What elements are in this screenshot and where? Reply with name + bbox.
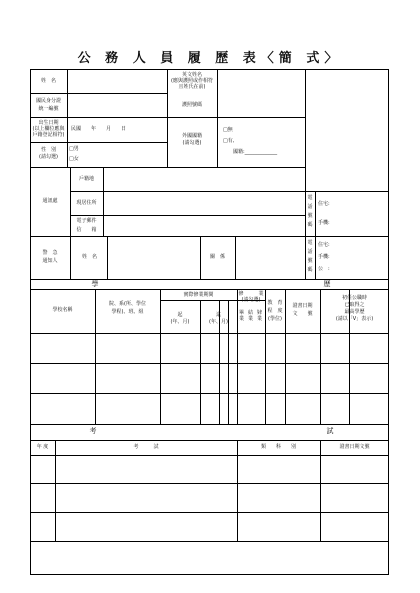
emergency-relation-label: 關 係	[209, 254, 225, 260]
country-field[interactable]: 國籍:_____________	[233, 149, 278, 155]
phone-label-char: 號	[307, 213, 313, 219]
foreign-nationality-note: (請勾選)	[182, 140, 202, 146]
birth-label: 出生日期	[38, 120, 59, 126]
emergency-phone-char: 號	[307, 258, 313, 264]
gender-female-checkbox[interactable]: □女	[69, 156, 79, 162]
degree-label: 程 度	[267, 308, 283, 314]
exam-section-right: 試	[326, 427, 334, 435]
cert-date-label: 證書日期	[292, 303, 313, 309]
household-label: 戶籍地	[78, 176, 94, 182]
gender-label: 性 別	[40, 147, 56, 153]
emergency-home-label: 住宅:	[318, 242, 330, 248]
emergency-label: 通知人	[42, 258, 58, 264]
birth-date-field[interactable]: 民國 年 月 日	[71, 126, 127, 132]
phone-label-char: 碼	[307, 222, 313, 228]
page-title: 公 務 人 員 履 歷 表〈簡 式〉	[77, 51, 343, 66]
exam-year-label: 年 度	[36, 444, 49, 450]
foreign-yes-checkbox[interactable]: □有,	[223, 138, 235, 144]
dept-label: 院、系(所、學位	[109, 301, 146, 307]
passport-label: 護照號碼	[181, 102, 202, 108]
education-section-right: 歷	[323, 280, 331, 288]
completed-label: 結業	[247, 310, 253, 322]
email-label: 信 箱	[76, 227, 97, 233]
english-name-note: (應與護照或作相符	[171, 78, 213, 84]
id-label: 統一編號	[38, 106, 59, 112]
highest-degree-note: (請以「V」表示)	[335, 316, 374, 322]
dept-label: 學程)、班、組	[111, 309, 144, 315]
to-unit: (年、月)	[209, 319, 228, 325]
degree-label: 教 育	[267, 300, 283, 306]
to-label: 迄	[215, 312, 221, 318]
incomplete-label: 肄業	[256, 310, 262, 322]
phone-label-char: 話	[307, 204, 313, 210]
birth-note: 戶籍登記相符)	[32, 132, 65, 138]
emergency-phone-char: 電	[307, 240, 313, 246]
from-label: 起	[177, 312, 183, 318]
degree-label: (學位)	[268, 316, 282, 322]
from-unit: (年、月)	[170, 319, 190, 325]
emergency-phone-char: 話	[307, 249, 313, 255]
id-label: 國民身分證	[35, 98, 61, 104]
foreign-nationality-label: 外國國籍	[181, 133, 202, 139]
status-label: 修 業	[238, 291, 264, 297]
highest-degree-label: 最高學歷	[344, 309, 365, 315]
phone-label-char: 電	[307, 195, 313, 201]
name-label: 姓 名	[40, 78, 56, 84]
gender-male-checkbox[interactable]: □男	[69, 146, 79, 152]
cert-date-label: 文 號	[292, 311, 313, 317]
birth-note: (以上欄位應與	[32, 126, 65, 132]
emergency-label: 警 急	[42, 250, 58, 256]
exam-name-label: 考 試	[133, 444, 159, 450]
mobile-phone-label: 手機:	[318, 220, 330, 226]
highest-degree-label: 初任公職時	[341, 295, 367, 301]
exam-section-left: 考	[89, 427, 97, 435]
home-phone-label: 住宅:	[318, 201, 330, 207]
foreign-no-checkbox[interactable]: □無	[223, 127, 233, 133]
address-section-label: 通訊處	[42, 198, 58, 204]
emergency-phone-char: 碼	[307, 267, 313, 273]
study-period-label: 實際修業期間	[183, 292, 214, 298]
status-note: (請勾選)	[241, 297, 261, 303]
emergency-name-label: 姓 名	[81, 254, 97, 260]
english-name-label: 英文姓名	[181, 72, 202, 78]
photo-area[interactable]	[305, 70, 388, 191]
current-address-label: 現居住所	[76, 200, 97, 206]
graduated-label: 畢業	[238, 310, 244, 322]
emergency-office-label: 公 :	[318, 266, 330, 272]
emergency-mobile-label: 手機:	[318, 254, 330, 260]
english-name-note: 且姓氏在前)	[178, 84, 206, 90]
gender-note: (請勾選)	[39, 154, 58, 160]
exam-category-label: 類 科 別	[260, 444, 296, 450]
exam-cert-label: 證書日期文號	[339, 444, 370, 450]
school-label: 學校名稱	[52, 307, 73, 313]
education-section-left: 學	[91, 280, 99, 288]
highest-degree-label: 已取得之	[344, 302, 365, 308]
email-label: 電子郵件	[76, 218, 97, 224]
